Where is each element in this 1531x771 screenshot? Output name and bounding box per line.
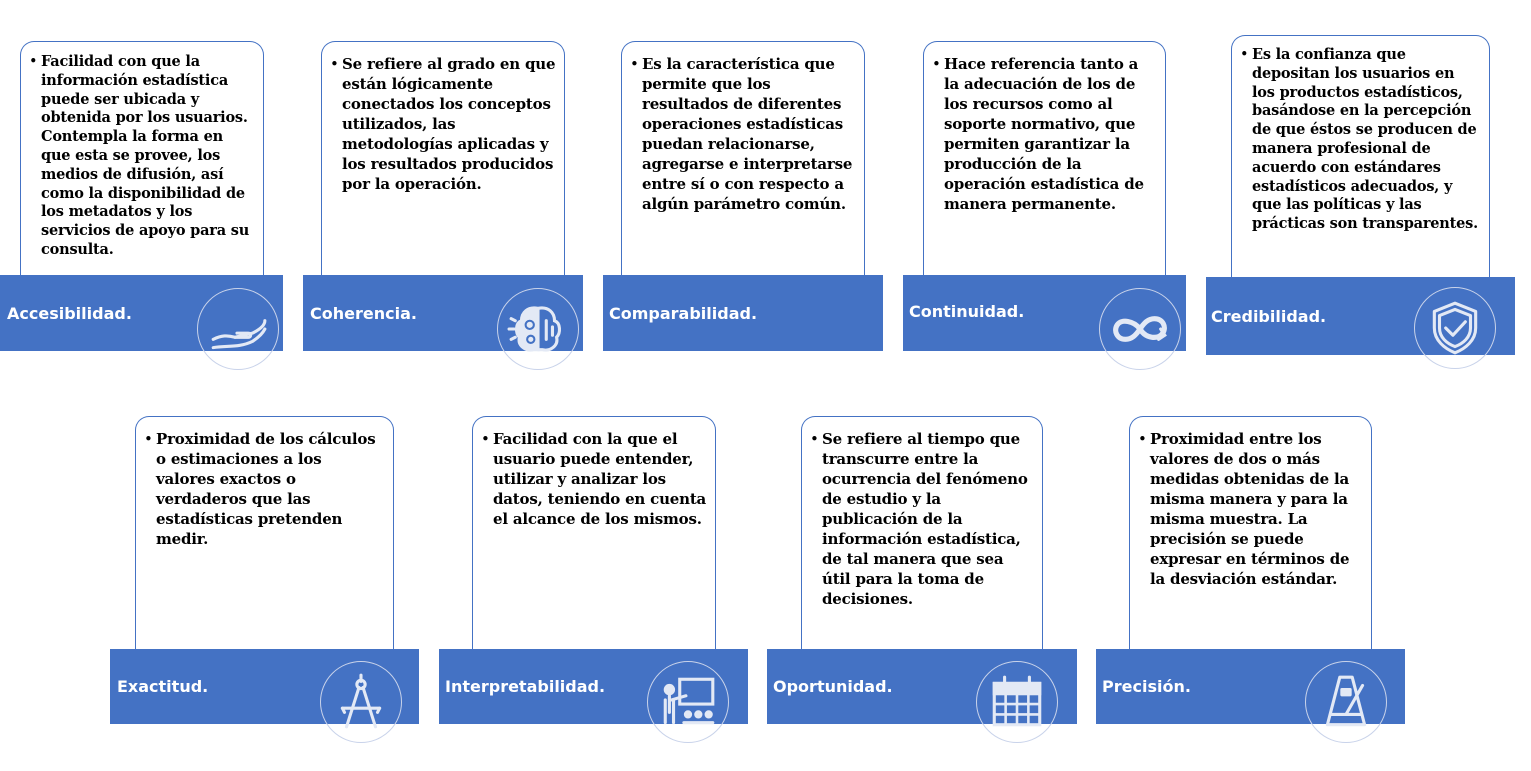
definition-text: • Proximidad de los cálculos o estimaciones a los valores exactos o verdaderos que las estadísticas pretenden medir. bbox=[144, 429, 385, 549]
card-coherencia bbox=[321, 41, 565, 277]
card-continuidad bbox=[923, 41, 1166, 277]
label-precision: Precisión. bbox=[1102, 677, 1191, 696]
definition-text: • Se refiere al tiempo que transcurre entre la ocurrencia del fenómeno de estudio y la publicación de la información estadística, de tal manera que sea útil para la toma de decisiones. bbox=[810, 429, 1034, 609]
label-accesibilidad: Accesibilidad. bbox=[7, 303, 132, 323]
metronome-icon bbox=[1305, 661, 1387, 743]
card-comparabilidad bbox=[621, 41, 865, 277]
label-continuidad: Continuidad. bbox=[909, 301, 1025, 321]
definition-text: • Es la confianza que depositan los usuarios en los productos estadísticos, basándose en la percepción de que éstos se producen de manera profesional de acuerdo con estándares estadísticos adecuados, y que las políticas y las prácticas son transparentes. bbox=[1240, 46, 1481, 234]
card-precision bbox=[1129, 416, 1372, 651]
label-coherencia: Coherencia. bbox=[310, 303, 417, 323]
teacher-board-icon bbox=[647, 661, 729, 743]
band-comparabilidad bbox=[603, 275, 883, 351]
compass-icon bbox=[320, 661, 402, 743]
label-comparabilidad: Comparabilidad. bbox=[609, 303, 758, 323]
definition-text: • Proximidad entre los valores de dos o más medidas obtenidas de la misma manera y para la misma muestra. La precisión se puede expresar en términos de la desviación estándar. bbox=[1138, 429, 1363, 589]
shield-check-icon bbox=[1414, 287, 1496, 369]
label-credibilidad: Credibilidad. bbox=[1211, 306, 1327, 326]
definition-text: • Es la característica que permite que los resultados de diferentes operaciones estadísticas puedan relacionarse, agregarse e interpretarse entre sí o con respecto a algún parámetro común. bbox=[630, 54, 856, 214]
label-oportunidad: Oportunidad. bbox=[773, 677, 893, 696]
label-exactitud: Exactitud. bbox=[117, 677, 209, 696]
definition-text: • Hace referencia tanto a la adecuación de los de los recursos como al soporte normativo, que permiten garantizar la producción de la operación estadística de manera permanente. bbox=[932, 54, 1157, 214]
infinity-loop-icon bbox=[1099, 288, 1181, 370]
definition-text: • Facilidad con que la información estadística puede ser ubicada y obtenida por los usuarios. Contempla la forma en que esta se provee, los medios de difusión, así como la disponibilidad de los metadatos y los servicios de apoyo para su consulta. bbox=[29, 53, 255, 260]
hand-icon bbox=[197, 288, 279, 370]
label-interpretabilidad: Interpretabilidad. bbox=[445, 677, 606, 696]
definition-text: • Facilidad con la que el usuario puede entender, utilizar y analizar los datos, teniendo en cuenta el alcance de los mismos. bbox=[481, 429, 707, 529]
card-interpretabilidad bbox=[472, 416, 716, 651]
brain-gears-icon bbox=[497, 288, 579, 370]
card-accesibilidad bbox=[20, 41, 264, 277]
card-oportunidad bbox=[801, 416, 1043, 651]
card-credibilidad bbox=[1231, 35, 1490, 279]
calendar-icon bbox=[976, 661, 1058, 743]
card-exactitud bbox=[135, 416, 394, 651]
definition-text: • Se refiere al grado en que están lógicamente conectados los conceptos utilizados, las metodologías aplicadas y los resultados producidos por la operación. bbox=[330, 54, 556, 194]
